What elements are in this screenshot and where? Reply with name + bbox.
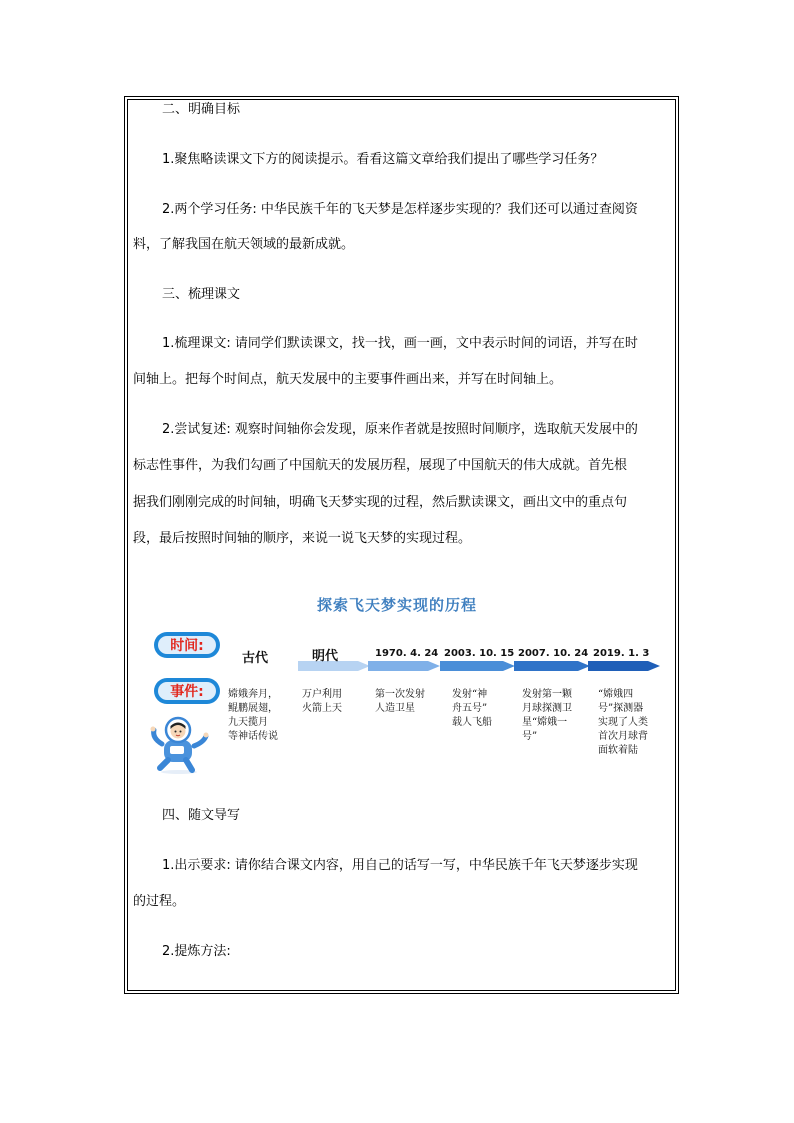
timeline-event-4: 发射第一颗 月球探测卫 星“嫦娥一 号” — [522, 689, 572, 742]
paragraph: 1.出示要求: 请你结合课文内容，用自己的话写一写，中华民族千年飞天梦逐步实现 — [162, 858, 638, 873]
paragraph: 1.梳理课文: 请同学们默读课文，找一找，画一画，文中表示时间的词语，并写在时 — [162, 336, 638, 351]
timeline-event-1: 万户利用 火箭上天 — [302, 689, 342, 714]
timeline-time-1: 明代 — [312, 649, 339, 664]
paragraph: 1.聚焦略读课文下方的阅读提示。看看这篇文章给我们提出了哪些学习任务？ — [162, 152, 604, 167]
paragraph-continued: 间轴上。把每个时间点，航天发展中的主要事件画出来，并写在时间轴上。 — [133, 372, 563, 387]
timeline-time-5: 2019. 1. 3 — [593, 648, 650, 659]
timeline-event-3: 发射“神 舟五号” 载人飞船 — [452, 689, 492, 728]
timeline-time-0: 古代 — [242, 651, 269, 666]
timeline-arrow-5 — [588, 661, 660, 671]
paragraph-continued: 标志性事件，为我们勾画了中国航天的发展历程，展现了中国航天的伟大成就。首先根 — [133, 458, 628, 473]
event-badge: 事件: — [154, 678, 220, 704]
paragraph: 2.尝试复述: 观察时间轴你会发现，原来作者就是按照时间顺序，选取航天发展中的 — [162, 422, 638, 437]
timeline-event-5: “嫦娥四 号”探测器 实现了人类 首次月球背 面软着陆 — [598, 689, 648, 756]
timeline-arrow-3 — [440, 661, 515, 671]
timeline-event-0: 嫦娥奔月， 鲲鹏展翅， 九天揽月 等神话传说 — [228, 689, 278, 742]
paragraph: 2.两个学习任务: 中华民族千年的飞天梦是怎样逐步实现的？我们还可以通过查阅资 — [162, 202, 638, 217]
section-heading-goals: 二、明确目标 — [162, 102, 241, 117]
paragraph-continued: 段，最后按照时间轴的顺序，来说一说飞天梦的实现过程。 — [133, 531, 472, 546]
timeline-event-2: 第一次发射 人造卫星 — [375, 689, 425, 714]
timeline-time-3: 2003. 10. 15 — [444, 648, 515, 659]
timeline-time-4: 2007. 10. 24 — [518, 648, 589, 659]
paragraph-continued: 据我们刚刚完成的时间轴，明确飞天梦实现的过程，然后默读课文，画出文中的重点句 — [133, 495, 628, 510]
timeline-title: 探索飞天梦实现的历程 — [316, 596, 477, 614]
timeline-arrows — [298, 658, 668, 674]
timeline-arrow-4 — [514, 661, 590, 671]
paragraph-continued: 料，了解我国在航天领域的最新成就。 — [133, 237, 355, 252]
astronaut-icon — [148, 716, 210, 776]
paragraph: 2.提炼方法: — [162, 944, 231, 959]
timeline-arrow-2 — [368, 661, 440, 671]
section-heading-review: 三、梳理课文 — [162, 287, 241, 302]
section-heading-writing: 四、随文导写 — [162, 808, 241, 823]
paragraph-continued: 的过程。 — [133, 894, 186, 909]
time-badge: 时间: — [154, 632, 220, 658]
timeline-time-2: 1970. 4. 24 — [375, 648, 439, 659]
